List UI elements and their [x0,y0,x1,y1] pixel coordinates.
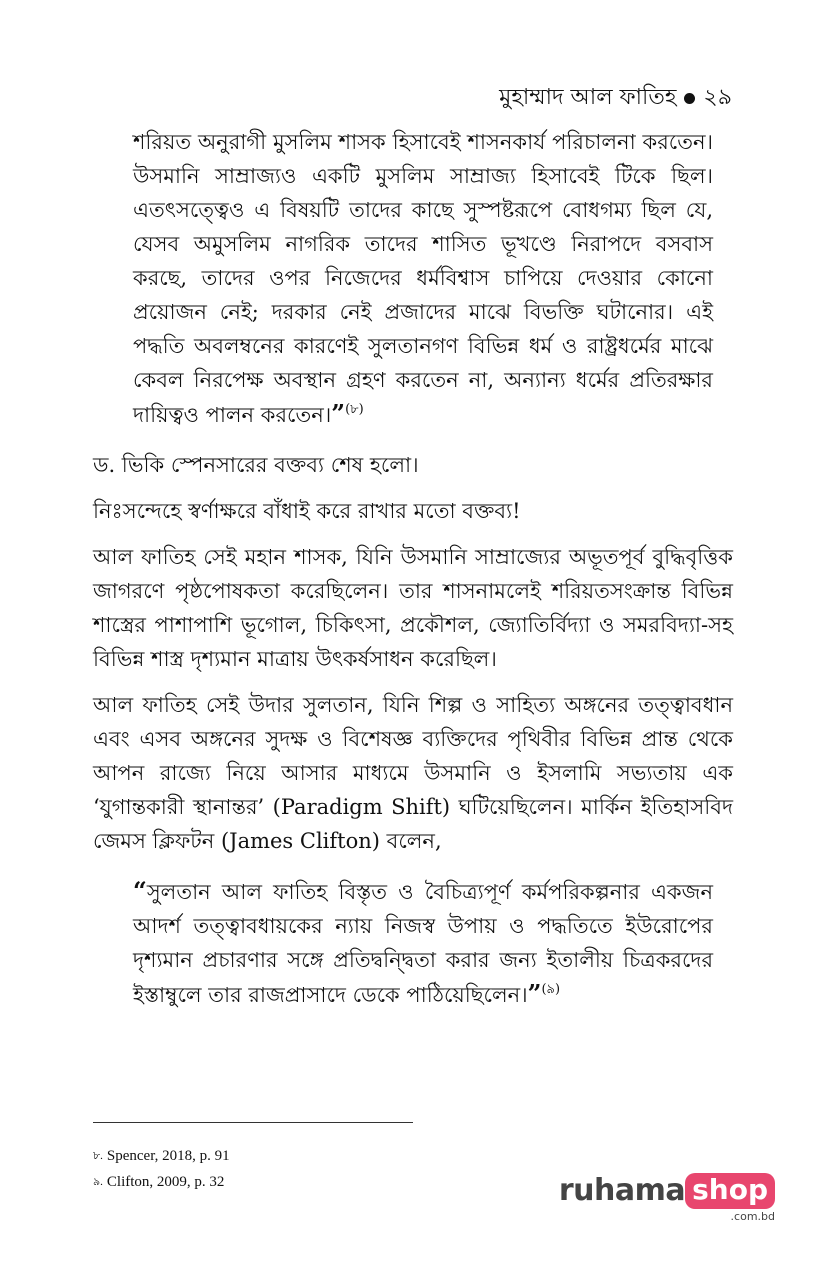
quote2-text: সুলতান আল ফাতিহ বিস্তৃত ও বৈচিত্র্যপূর্ণ কর্মপরিকল্পনার একজন আদর্শ তত্ত্বাবধায়কের ন্যায় নিজস্ব উপায় ও পদ্ধতিতে ইউরোপের দৃশ্যমান প্রচারণার সঙ্গে প্রতিদ্বন্দ্বিতা করার জন্য ইতালীয় চিত্রকরদের ইস্তাম্বুলে তার রাজপ্রাসাদে ডেকে পাঠিয়েছিলেন। [133,880,713,1007]
quote2-open-mark: “ [133,876,147,905]
running-header [499,80,732,117]
paragraph-1: ড. ভিকি স্পেনসারের বক্তব্য শেষ হলো। [93,453,419,477]
logo-shop-box [685,1173,775,1223]
logo-domain: .com.bd [730,1210,775,1223]
paragraph-3: আল ফাতিহ সেই মহান শাসক, যিনি উসমানি সাম্রাজ্যের অভূতপূর্ব বুদ্ধিবৃত্তিক জাগরণে পৃষ্ঠপোষকতা করেছিলেন। তার শাসনামলেই শরিয়তসংক্রান্ত বিভিন্ন শাস্ত্রের পাশাপাশি ভূগোল, চিকিৎসা, প্রকৌশল, জ্যোতির্বিদ্যা ও সমরবিদ্যা-সহ বিভিন্ন শাস্ত্র দৃশ্যমান মাত্রায় উৎকর্ষসাধন করেছিল। [93,545,733,671]
footnote-item [93,1169,230,1195]
publisher-logo [559,1173,775,1223]
quote2-close-mark: ” [527,979,542,1008]
page-number: ২৯ [703,85,732,110]
footnotes [93,1143,230,1195]
block-quote-2 [133,874,713,1012]
paragraph-2: নিঃসন্দেহে স্বর্ণাক্ষরে বাঁধাই করে রাখার মতো বক্তব্য! [93,499,521,523]
footnote-divider [93,1122,413,1123]
logo-brand-text: ruhama [558,1173,686,1208]
quote1-text: শরিয়ত অনুরাগী মুসলিম শাসক হিসাবেই শাসনকার্য পরিচালনা করতেন। উসমানি সাম্রাজ্যও একটি মুসলিম সাম্রাজ্য হিসাবেই টিকে ছিল। এতৎসত্ত্বেও এ বিষয়টি তাদের কাছে সুস্পষ্টরূপে বোধগম্য ছিল যে, যেসব অমুসলিম নাগরিক তাদের শাসিত ভূখণ্ডে নিরাপদে বসবাস করছে, তাদের ওপর নিজেদের ধর্মবিশ্বাস চাপিয়ে দেওয়ার কোনো প্রয়োজন নেই; দরকার নেই প্রজাদের মাঝে বিভক্তি ঘটানোর। এই পদ্ধতি অবলম্বনের কারণেই সুলতানগণ বিভিন্ন ধর্ম ও রাষ্ট্রধর্মের মাঝে কেবল নিরপেক্ষ অবস্থান গ্রহণ করতেন না, অন্যান্য ধর্মের প্রতিরক্ষার দায়িত্বও পালন করতেন। [133,130,713,427]
footnote-text: Clifton, 2009, p. 32 [106,1174,225,1190]
block-quote-1 [133,125,713,432]
page-body [93,125,733,1012]
quote1-close-mark: ” [331,399,346,428]
footnote-text: Spencer, 2018, p. 91 [106,1148,230,1164]
footnote-item [93,1143,230,1169]
book-title: মুহাম্মাদ আল ফাতিহ [499,85,677,110]
quote1-ref: (৮) [345,402,364,417]
logo-shop-badge: shop [685,1173,775,1209]
bullet-dot-icon [684,93,695,104]
quote2-ref: (৯) [541,982,561,997]
footnote-number: ৯. [93,1176,103,1188]
paragraph-4: আল ফাতিহ সেই উদার সুলতান, যিনি শিল্প ও সাহিত্য অঙ্গনের তত্ত্বাবধান এবং এসব অঙ্গনের সুদক্ষ ও বিশেষজ্ঞ ব্যক্তিদের পৃথিবীর বিভিন্ন প্রান্ত থেকে আপন রাজ্যে নিয়ে আসার মাধ্যমে উসমানি ও ইসলামি সভ্যতায় এক ‘যুগান্তকারী স্থানান্তর’ (Paradigm Shift) ঘটিয়েছিলেন। মার্কিন ইতিহাসবিদ জেমস ক্লিফটন (James Clifton) বলেন, [93,693,733,853]
footnote-number: ৮. [93,1150,103,1162]
